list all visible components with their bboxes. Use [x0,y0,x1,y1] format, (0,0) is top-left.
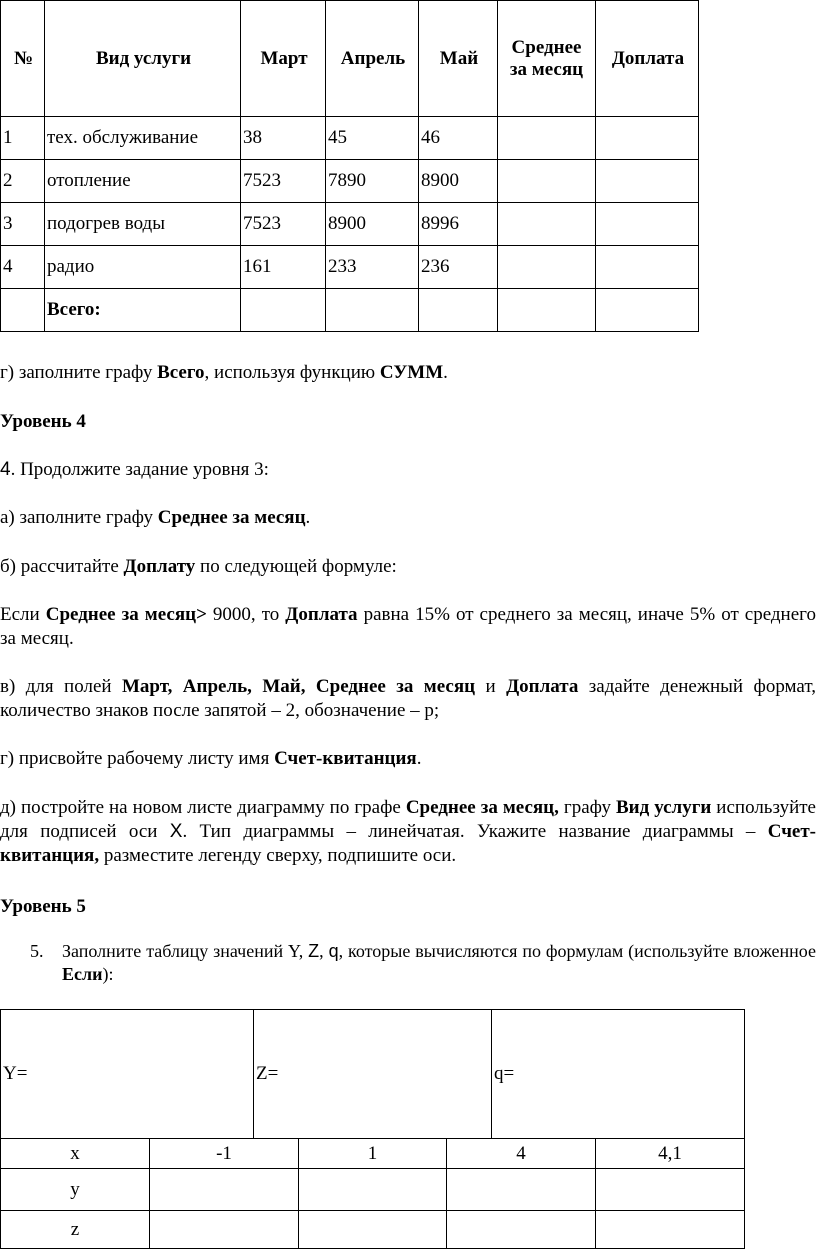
y-value-cell [596,1169,745,1211]
table-cell: 3 [1,203,45,246]
header-cell: Вид услуги [45,1,241,117]
formula-paragraph: Если Среднее за месяц> 9000, то Доплата равна 15% от среднего за месяц, иначе 5% от среднего за месяц. [0,604,816,649]
table-cell [498,117,596,160]
z-value-cell [150,1211,299,1249]
table-cell [1,289,45,332]
table-cell: тех. обслуживание [45,117,241,160]
item-b: б) рассчитайте Доплату по следующей формуле: [0,556,397,577]
header-cell: Среднее за месяц [498,1,596,117]
header-cell: № [1,1,45,117]
table-cell: 7890 [326,160,419,203]
header-cell: Апрель [326,1,419,117]
table-row [1,203,699,246]
table-cell: 1 [1,117,45,160]
table-cell: 45 [326,117,419,160]
item-d: д) постройте на новом листе диаграмму по графе Среднее за месяц, графу Вид услуги используйте для подписей оси Х. Тип диаграммы – линейчатая. Укажите название диаграммы – Счет-квитанция, разместите легенду сверху, подпишите оси. [0,797,816,866]
table-cell [241,289,326,332]
y-row [1,1169,745,1211]
table-cell: 4 [1,246,45,289]
services-table [0,0,699,332]
formula-table [0,1009,745,1139]
instruction-g: г) заполните графу Всего, используя функцию СУММ. [0,362,448,383]
z-label: z [1,1211,150,1249]
table-cell [419,289,498,332]
table-cell [498,246,596,289]
table-cell: 46 [419,117,498,160]
x-value: 1 [299,1139,447,1169]
x-label: x [1,1139,150,1169]
table-cell: 8900 [326,203,419,246]
x-value: 4 [447,1139,596,1169]
table-cell [596,289,699,332]
q-formula-cell: q= [492,1010,745,1139]
table-cell: 236 [419,246,498,289]
table-cell: 8996 [419,203,498,246]
z-value-cell [596,1211,745,1249]
table-cell [596,160,699,203]
x-value: 4,1 [596,1139,745,1169]
y-formula-cell: Y= [1,1010,254,1139]
z-value-cell [299,1211,447,1249]
task-5 [30,940,816,986]
level-5-heading: Уровень 5 [0,896,86,917]
header-cell: Март [241,1,326,117]
y-value-cell [299,1169,447,1211]
item-a: а) заполните графу Среднее за месяц. [0,507,311,528]
table-cell: 233 [326,246,419,289]
table-cell [596,117,699,160]
table-cell: 161 [241,246,326,289]
table-cell: 8900 [419,160,498,203]
z-value-cell [447,1211,596,1249]
y-label: y [1,1169,150,1211]
table-cell: 38 [241,117,326,160]
z-row [1,1211,745,1249]
table-cell [498,160,596,203]
table-cell [498,289,596,332]
z-formula-cell: Z= [254,1010,492,1139]
task-5-number: 5. [30,941,44,961]
y-value-cell [150,1169,299,1211]
table-cell [596,203,699,246]
item-g2: г) присвойте рабочему листу имя Счет-квитанция. [0,748,422,769]
y-value-cell [447,1169,596,1211]
level-4-heading: Уровень 4 [0,411,86,432]
item-v: в) для полей Март, Апрель, Май, Среднее за месяц и Доплата задайте денежный формат, количество знаков после запятой – 2, обозначение – р; [0,676,816,721]
table-cell [498,203,596,246]
header-cell: Май [419,1,498,117]
x-row [1,1139,745,1169]
values-table [0,1138,745,1249]
table-row [1,117,699,160]
total-label: Всего: [45,289,241,332]
table-row [1,246,699,289]
table-cell: 2 [1,160,45,203]
task-5-text: Заполните таблицу значений Y, Z, q, которые вычисляются по формулам (используйте вложенное Если): [62,941,816,984]
table-total-row [1,289,699,332]
table-cell: отопление [45,160,241,203]
table-cell: 7523 [241,203,326,246]
table-cell: радио [45,246,241,289]
header-cell: Доплата [596,1,699,117]
task-4: 4. Продолжите задание уровня 3: [0,459,269,480]
table-cell: 7523 [241,160,326,203]
table-row [1,160,699,203]
x-value: -1 [150,1139,299,1169]
table-cell [326,289,419,332]
table-cell: подогрев воды [45,203,241,246]
table-cell [596,246,699,289]
table-header-row [1,1,699,117]
